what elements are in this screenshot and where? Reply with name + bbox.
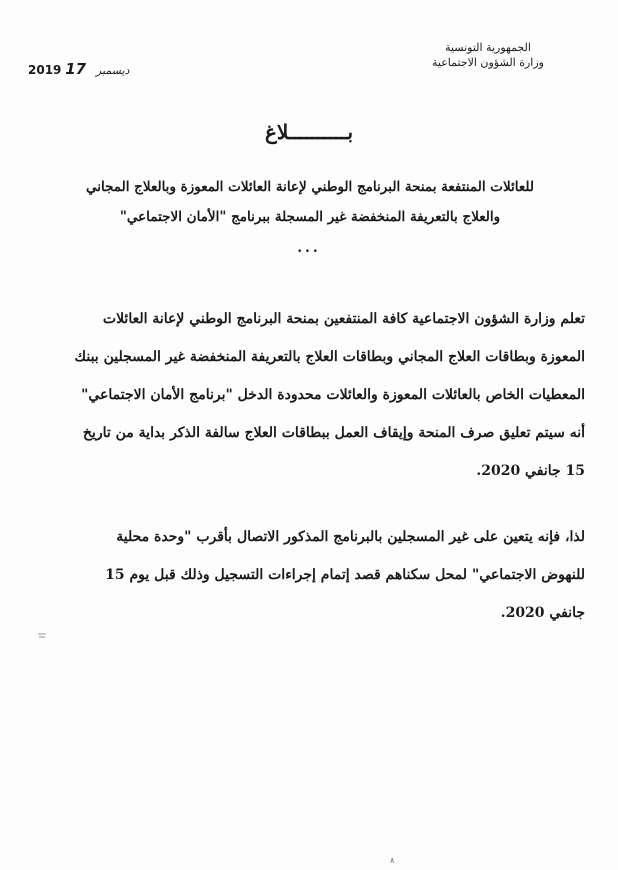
paragraph-1-line: المعوزة وبطاقات العلاج المجاني وبطاقات العلاج بالتعريفة المنخفضة غير المسجلين ببنك xyxy=(74,349,585,365)
letterhead-ministry: وزارة الشؤون الاجتماعية xyxy=(432,56,544,69)
separator-dots: ... xyxy=(297,240,321,256)
paragraph-1-line: أنه سيتم تعليق صرف المنحة وإيقاف العمل ببطاقات العلاج سالفة الذكر بداية من تاريخ xyxy=(82,425,585,441)
page-mark: ٨ xyxy=(390,856,395,865)
subtitle-line-2: والعلاج بالتعريفة المنخفضة غير المسجلة ببرنامج "الأمان الاجتماعي" xyxy=(119,209,501,225)
letterhead xyxy=(428,40,548,70)
paragraph-2-line: لذا، فإنه يتعين على غير المسجلين بالبرنامج المذكور الاتصال بأقرب "وحدة محلية xyxy=(116,529,585,545)
date-day: 17 xyxy=(65,60,87,78)
paragraph-1-line: 15 جانفي 2020. xyxy=(476,463,585,479)
paragraph-1-line: المعطيات الخاص بالعائلات المعوزة والعائلات محدودة الدخل "برنامج الأمان الاجتماعي" xyxy=(81,387,585,403)
letterhead-country: الجمهورية التونسية xyxy=(445,41,531,54)
document-title: بــــــــــلاغ xyxy=(264,120,354,144)
date-stamp xyxy=(28,60,135,78)
date-year: 2019 xyxy=(28,63,62,77)
paragraph-2-line: للنهوض الاجتماعي" لمحل سكناهم قصد إتمام إجراءات التسجيل وذلك قبل يوم 15 xyxy=(105,567,585,583)
body-paragraph-2 xyxy=(60,518,585,632)
body-paragraph-1 xyxy=(60,300,585,490)
scan-mark-icon xyxy=(38,632,46,640)
paragraph-2-line: جانفي 2020. xyxy=(500,605,585,621)
date-month: ديسمبر xyxy=(95,64,130,77)
subtitle-line-1: للعائلات المنتفعة بمنحة البرنامج الوطني لإعانة العائلات المعوزة وبالعلاج المجاني xyxy=(85,179,535,195)
document-subtitle xyxy=(60,172,560,232)
paragraph-1-line: تعلم وزارة الشؤون الاجتماعية كافة المنتفعين بمنحة البرنامج الوطني لإعانة العائلات xyxy=(102,311,585,327)
